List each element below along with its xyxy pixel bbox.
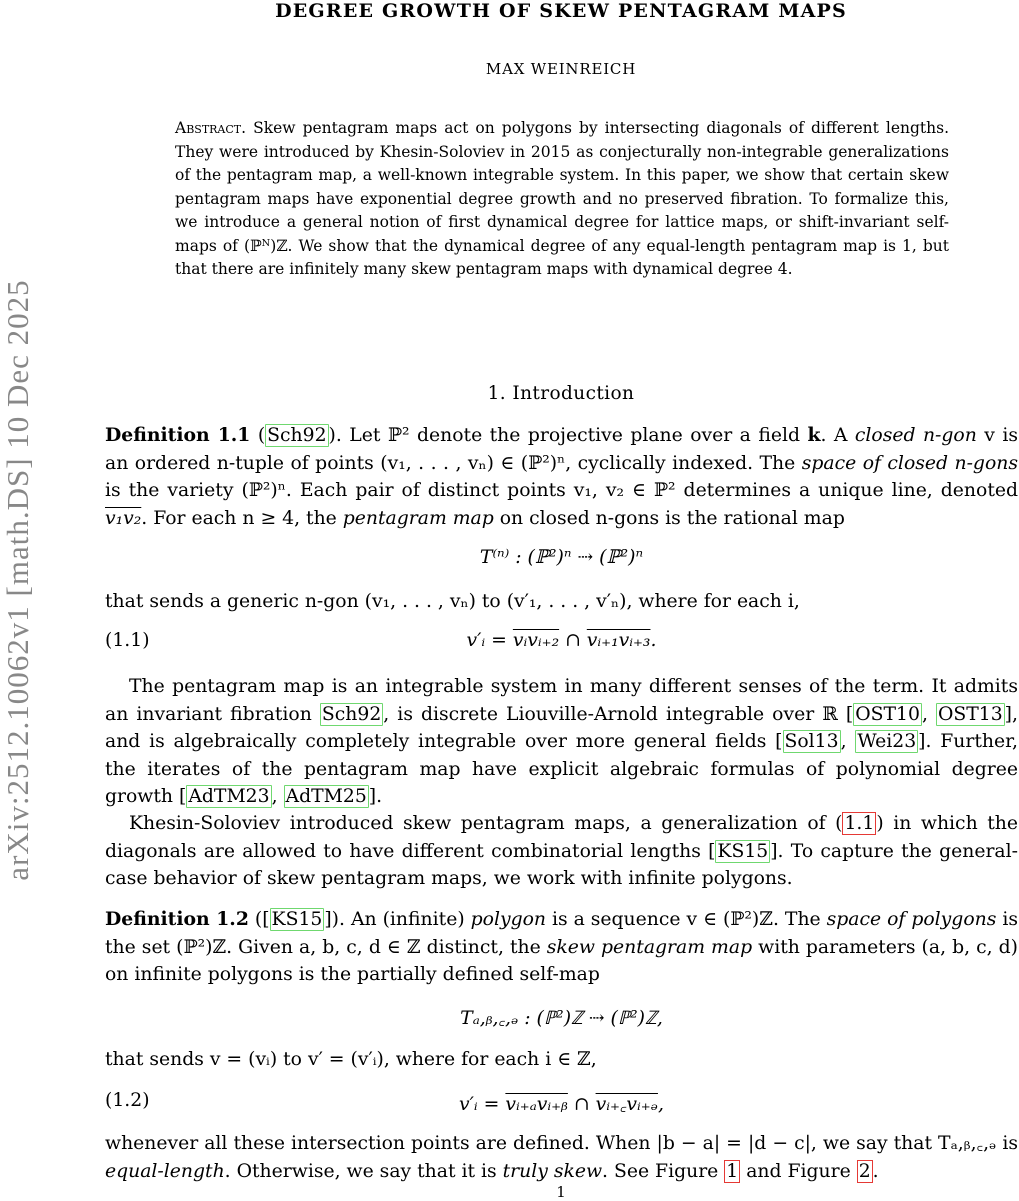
abstract-text: Skew pentagram maps act on polygons by intersecting diagonals of different lengths. They were introduced by Khesin-Soloviev in 2015 as conjecturally non-integrable generalizations of the pentagram map, a well-known integrable system. In this paper, we show that certain skew pentagram maps have exponential degree growth and no preserved fibration. To formalize this, we introduce a general notion of first dynamical degree for lattice maps, or shift-invariant self-maps of (ℙᴺ)ℤ. We show that the dynamical degree of any equal-length pentagram map is 1, but that there are infinitely many skew pentagram maps with dynamical degree 4.: [175, 119, 949, 278]
emphasis: closed n-gon: [854, 425, 977, 446]
citation-link[interactable]: KS15: [717, 840, 769, 862]
text: The pentagram map is an integrable system in many different senses of the term. It admits an invariant fibration: [105, 676, 1018, 725]
text: , is discrete Liouville-Arnold integrable over ℝ: [383, 703, 846, 725]
definition-1-1: Definition 1.1 ( Sch92 ). Let ℙ² denote the projective plane over a field k. A closed n-gon v is an ordered n-tuple of points (v₁, . . . , vₙ) ∈ (ℙ²)ⁿ, cyclically indexed. The space of closed n-gons is the variety (ℙ²)ⁿ. Each pair of distinct points v₁, v₂ ∈ ℙ² determines a unique line, denoted v₁v₂. For each n ≥ 4, the pentagram map on closed n-gons is the rational map: [105, 424, 1018, 529]
equation-map-1: T⁽ⁿ⁾ : (ℙ²)ⁿ ⇢ (ℙ²)ⁿ: [479, 547, 644, 568]
text: v is an ordered n-tuple of points (v₁, . . . , vₙ) ∈ (ℙ²)ⁿ, cyclically indexed. The: [105, 425, 1018, 474]
paragraph-integrability: The pentagram map is an integrable system in many different senses of the term. It admits an invariant fibration Sch92 , is discrete Liouville-Arnold integrable over ℝ [ OST10 , OST13 ], and is algebraically completely integrable over more general fields [ Sol13 , Wei23 ]. Further, the iterates of the pentagram map have explicit algebraic formulas of polynomial degree growth [ AdTM23 , AdTM25 ].: [105, 676, 1018, 807]
citation-link[interactable]: OST10: [855, 703, 920, 725]
arxiv-identifier: arXiv:2512.10062v1 [math.DS] 10 Dec 2025: [0, 279, 35, 881]
author: MAX WEINREICH: [485, 60, 637, 78]
text: .: [376, 786, 383, 807]
equation-1-1: [105, 630, 1018, 651]
eq-cap: ∩: [567, 1094, 596, 1115]
figure-reference-link[interactable]: 2: [858, 1160, 871, 1182]
text: . For each n ≥ 4, the: [141, 507, 343, 529]
eq-line-b: vᵢ₊꜀vᵢ₊ₔ: [595, 1094, 658, 1115]
text: An (infinite): [350, 909, 471, 930]
paragraph-khesin-soloviev: Khesin-Soloviev introduced skew pentagram maps, a generalization of ( 1.1 ) in which the diagonals are allowed to have different combinatorial lengths [ KS15 ]. To capture the general-case behavior of skew pentagram maps, we work with infinite polygons.: [105, 813, 1018, 889]
figure-reference-link[interactable]: 1: [726, 1160, 739, 1182]
text: is a sequence v ∈ (ℙ²)ℤ. The: [546, 909, 827, 930]
abstract-label: Abstract.: [175, 119, 247, 137]
citation-link[interactable]: AdTM23: [188, 786, 270, 807]
after-map-1: that sends a generic n-gon (v₁, . . . , vₙ) to (v′₁, . . . , v′ₙ), where for each i,: [105, 591, 800, 612]
text: in which the diagonals are allowed to have different combinatorial lengths: [105, 813, 1018, 862]
eq-lhs: v′ᵢ =: [459, 1094, 506, 1115]
page-number: 1: [556, 1183, 566, 1201]
text: is the variety (ℙ²)ⁿ. Each pair of distinct points v₁, v₂ ∈ ℙ² determines a unique line, denoted: [105, 480, 1018, 501]
field-symbol: k: [807, 424, 821, 446]
eq-line-a: vᵢ₊ₐvᵢ₊ᵦ: [505, 1094, 568, 1115]
abstract: [175, 117, 949, 282]
definition-1-2: Definition 1.2 ([ KS15 ]). An (infinite) polygon is a sequence v ∈ (ℙ²)ℤ. The space of polygons is the set (ℙ²)ℤ. Given a, b, c, d ∈ ℤ distinct, the skew pentagram map with parameters (a, b, c, d) on infinite polygons is the partially defined self-map: [105, 908, 1018, 985]
eq-end: .: [650, 630, 657, 651]
text: . See Figure: [602, 1160, 725, 1182]
definition-head: Definition 1.2: [105, 908, 249, 930]
text: is the set (ℙ²)ℤ. Given a, b, c, d ∈ ℤ distinct, the: [105, 909, 1018, 958]
citation-link[interactable]: AdTM25: [285, 786, 367, 807]
emphasis: skew pentagram map: [546, 936, 753, 958]
text: . To capture the general-case behavior of skew pentagram maps, we work with infinite polygons.: [105, 840, 1018, 889]
eq-end: ,: [657, 1094, 664, 1115]
text: Let ℙ² denote the projective plane over a field: [349, 425, 808, 446]
citation-link[interactable]: Sch92: [267, 425, 327, 446]
text: Khesin-Soloviev introduced skew pentagram maps, a generalization of: [129, 813, 836, 834]
text: .: [872, 1160, 879, 1182]
eq-lhs: v′ᵢ =: [466, 630, 513, 651]
citation-link[interactable]: KS15: [271, 909, 323, 930]
line-notation: v₁v₂: [105, 507, 142, 529]
equation-number: (1.1): [105, 630, 150, 651]
citation-link[interactable]: Sch92: [321, 703, 382, 725]
citation-link[interactable]: Sol13: [784, 731, 839, 752]
text: and Figure: [740, 1160, 857, 1182]
after-map-2: that sends v = (vᵢ) to v′ = (v′ᵢ), where for each i ∈ ℤ,: [105, 1049, 597, 1070]
text: on closed n-gons is the rational map: [493, 507, 845, 529]
eq-line-b: vᵢ₊₁vᵢ₊₃: [586, 630, 651, 651]
emphasis: polygon: [470, 909, 546, 930]
citation-link[interactable]: OST13: [937, 703, 1003, 725]
equation-1-2: [105, 1090, 1018, 1116]
emphasis: truly skew: [502, 1160, 603, 1182]
emphasis: equal-length: [105, 1160, 225, 1182]
emphasis: pentagram map: [342, 507, 494, 529]
emphasis: space of closed n-gons: [801, 452, 1018, 474]
paragraph-equal-length: [105, 1130, 1018, 1185]
paper-title: DEGREE GROWTH OF SKEW PENTAGRAM MAPS: [275, 0, 847, 22]
text: with parameters (a, b, c, d) on infinite polygons is the partially defined self-map: [105, 936, 1018, 985]
equation-map-2: Tₐ,ᵦ,꜀,ₔ : (ℙ²)ℤ ⇢ (ℙ²)ℤ,: [460, 1008, 663, 1029]
text: whenever all these intersection points are defined. When |b − a| = |d − c|, we say that Tₐ,ᵦ,꜀,ₔ is: [105, 1133, 1018, 1154]
eq-cap: ∩: [559, 630, 587, 651]
text: . Further, the iterates of the pentagram map have explicit algebraic formulas of polynomial degree growth: [105, 731, 1018, 807]
eq-line-a: vᵢvᵢ₊₂: [512, 630, 560, 651]
emphasis: space of polygons: [826, 909, 997, 930]
section-heading: 1. Introduction: [487, 383, 635, 404]
equation-number: (1.2): [105, 1090, 150, 1111]
text: . A: [820, 425, 855, 446]
text: . Otherwise, we say that it is: [224, 1160, 503, 1182]
equation-reference-link[interactable]: 1.1: [844, 813, 875, 834]
definition-head: Definition 1.1: [105, 424, 251, 446]
citation-link[interactable]: Wei23: [857, 731, 917, 752]
text: , and is algebraically completely integrable over more general fields: [105, 703, 1018, 752]
